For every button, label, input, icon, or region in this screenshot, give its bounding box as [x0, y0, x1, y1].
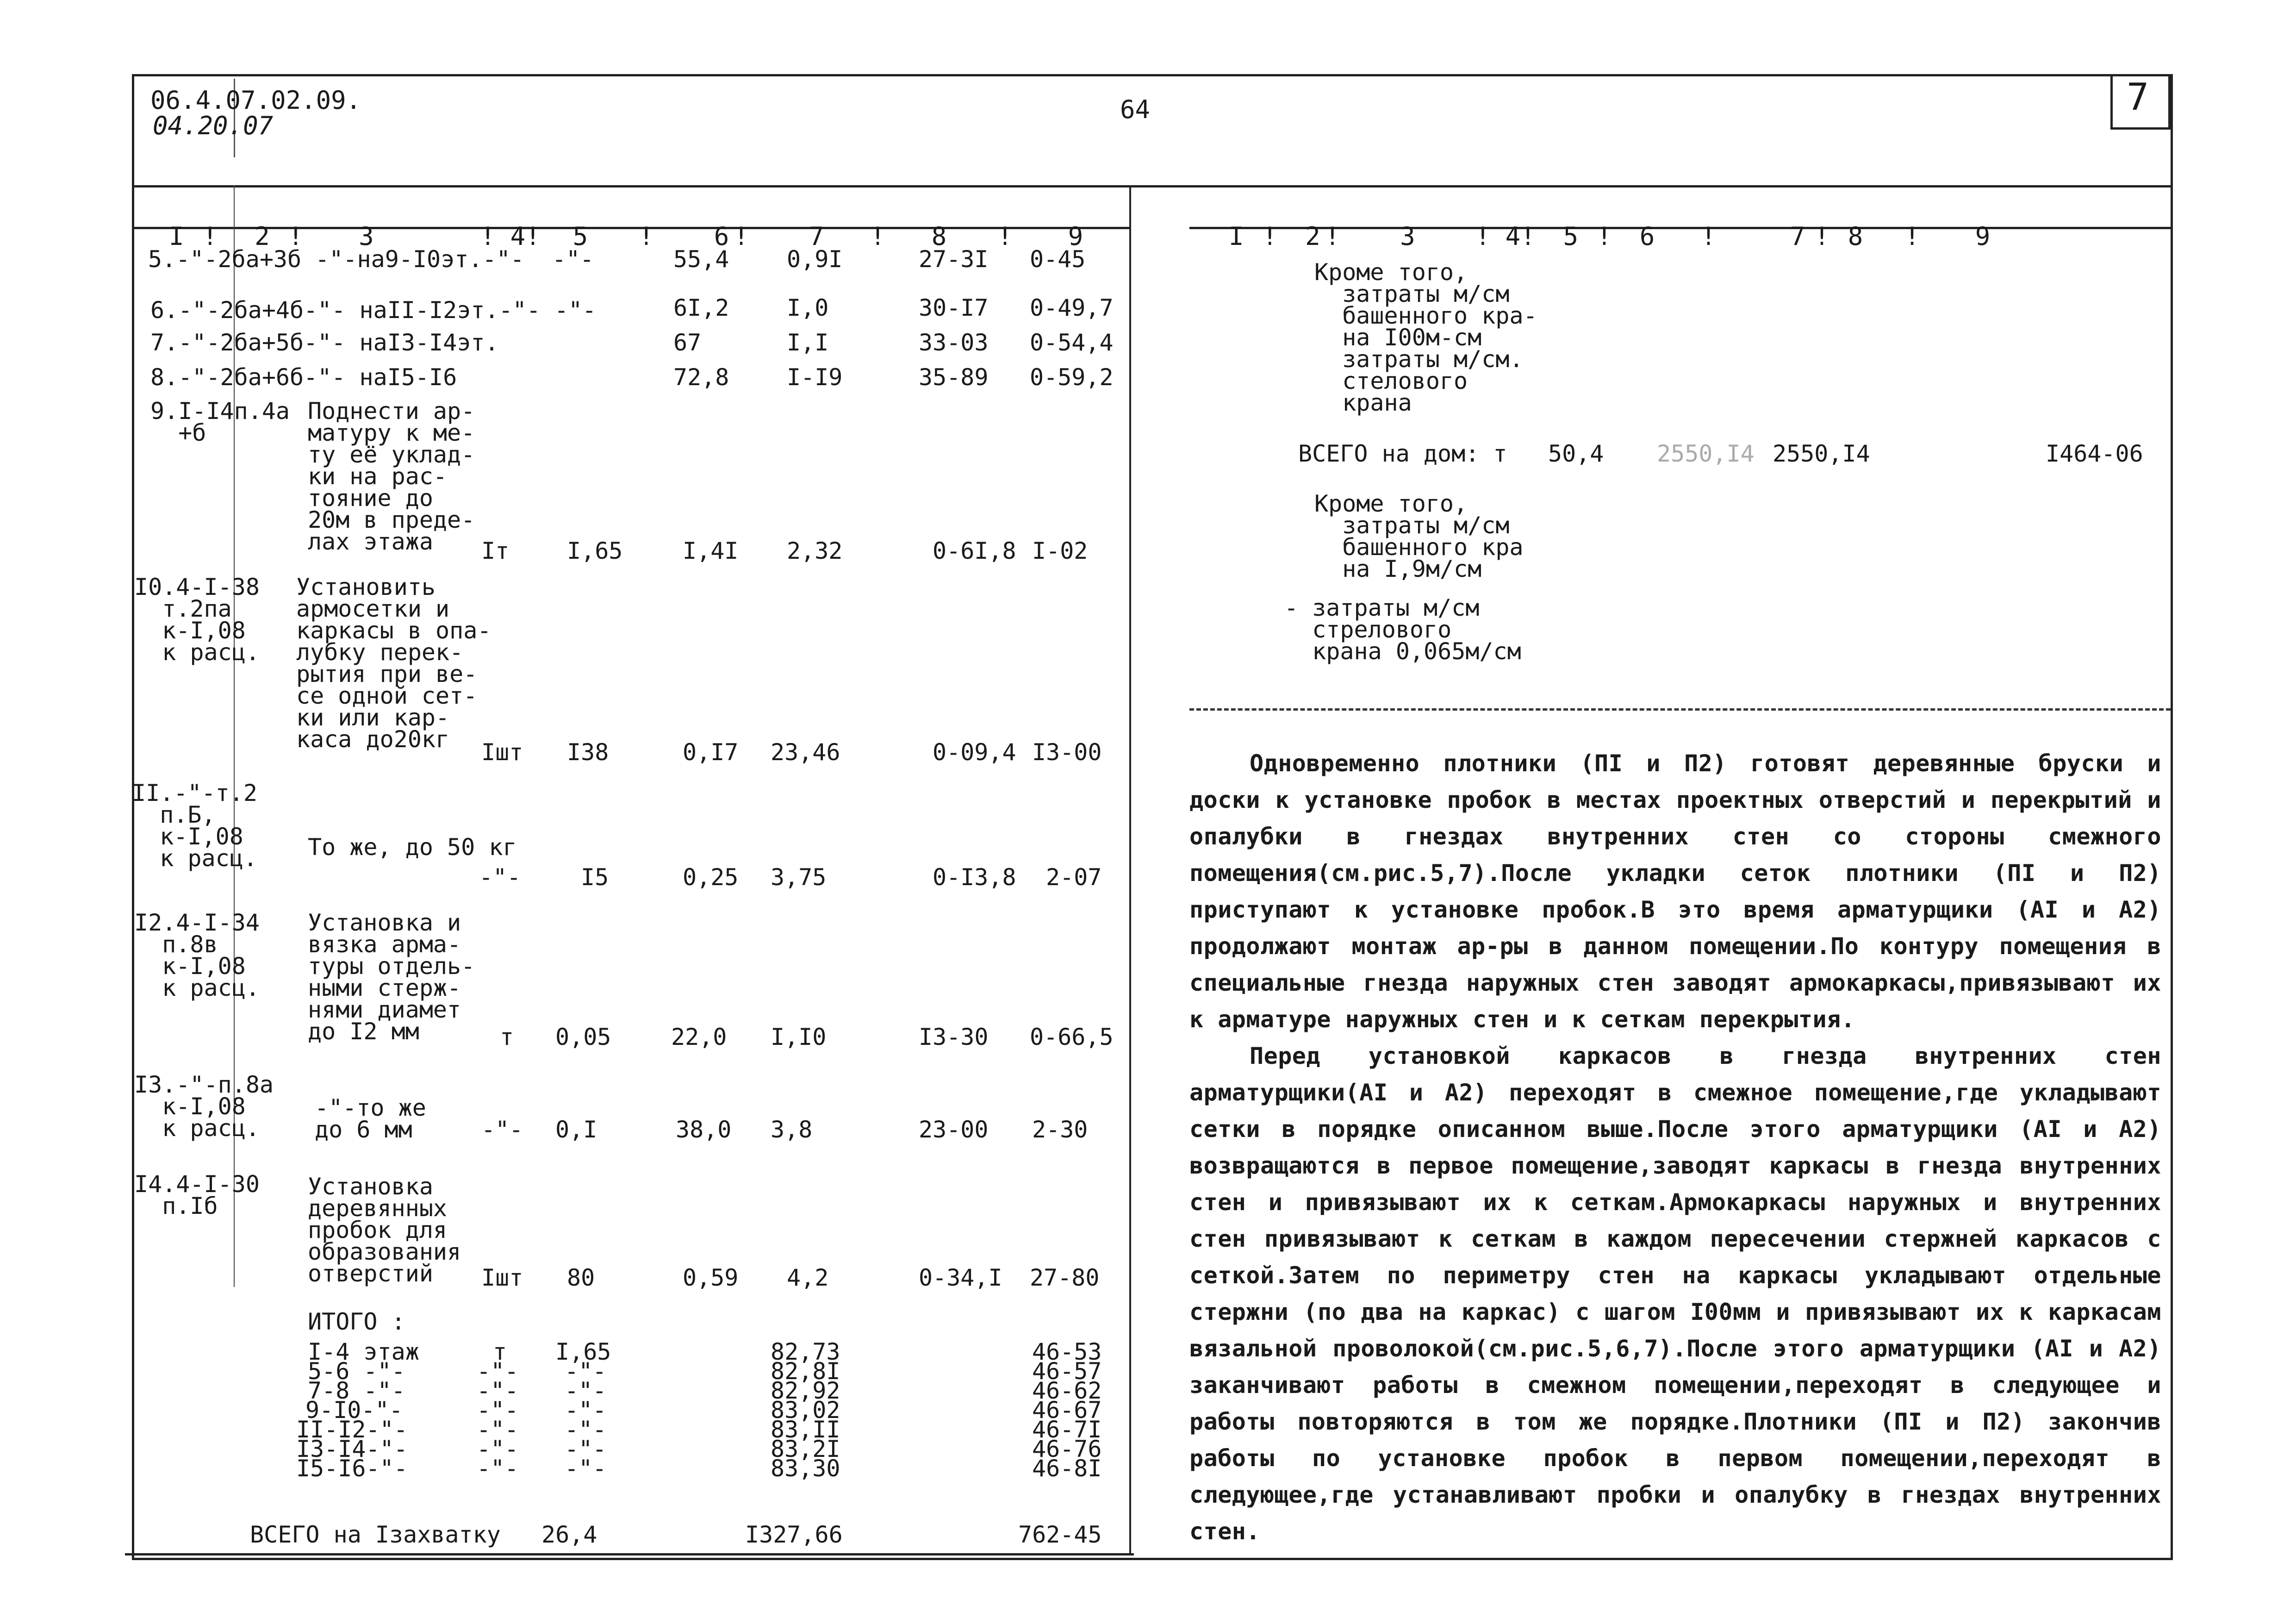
- row-9-unit: Iт: [481, 537, 510, 564]
- itogo-qty: -"-: [565, 1377, 607, 1404]
- row-6-c6: 6I,2: [673, 294, 729, 321]
- itogo-c7: 82,92: [771, 1377, 840, 1404]
- row-6-c8: 30-I7: [919, 294, 989, 321]
- row-8-desc: 8.-"-2бa+6б-"- нaI5-I6: [150, 364, 457, 391]
- itogo-qty: -"-: [565, 1358, 607, 1385]
- col-h-sep: !: [1325, 222, 1340, 251]
- row-6-c9: 0-49,7: [1030, 294, 1114, 321]
- row-12-c7: I,I0: [771, 1024, 827, 1050]
- row-14-c6: 0,59: [683, 1264, 739, 1291]
- col-h-sep: !: [734, 222, 749, 251]
- row-8-c6: 72,8: [673, 364, 729, 391]
- col-h-4: ! 4!: [1475, 222, 1536, 251]
- table-divider: [1129, 185, 1131, 1555]
- row-10-num: I0.4-I-38 т.2па к-I,08 к pacц.: [134, 574, 260, 666]
- row-5-c9: 0-45: [1030, 246, 1086, 273]
- row-12-num: I2.4-I-34 п.8в к-I,08 к pacц.: [134, 909, 260, 1001]
- row-9-c7: 2,32: [787, 537, 843, 564]
- col-h-5: 5: [572, 222, 588, 251]
- row-8-c8: 35-89: [919, 364, 989, 391]
- col-h-sep: !: [1814, 222, 1829, 251]
- row-5-c8: 27-3I: [919, 246, 989, 273]
- col-h-2: 2: [1305, 222, 1320, 251]
- row-6-desc: 6.-"-2бa+4б-"- нaII-I2эт.-"- -"-: [150, 297, 597, 324]
- itogo-c7: 82,73: [771, 1338, 840, 1365]
- row-10-unit: Iшт: [481, 739, 523, 766]
- row-11-unit: -"-: [479, 864, 521, 891]
- itogo-c9: 46-62: [1032, 1377, 1102, 1404]
- col-h-3: 3: [359, 222, 374, 251]
- left-total-qty: 26,4: [541, 1521, 597, 1548]
- col-h-sep: !: [1904, 222, 1920, 251]
- right-total-c9: I464-06: [2046, 440, 2143, 467]
- left-total-label: BCEГO нa Iзaxвaткy: [250, 1521, 501, 1548]
- col-h-6: 6: [714, 222, 729, 251]
- right-note-3: - зaтpaты м/cм cтpeлoвoгo кpaнa 0,065м/cм: [1284, 594, 1521, 665]
- itogo-unit: -"-: [477, 1377, 519, 1404]
- left-column-header: [139, 199, 1083, 249]
- right-total-c7: 2550,I4: [1773, 440, 1870, 467]
- row-13-num: I3.-"-п.8a к-I,08 к pacц.: [134, 1071, 274, 1142]
- left-total-c7: I327,66: [745, 1521, 843, 1548]
- col-h-3: 3: [1400, 222, 1415, 251]
- row-14-num: I4.4-I-30 п.Iб: [134, 1171, 260, 1219]
- itogo-floor: 9-I0-"-: [305, 1397, 403, 1424]
- row-14-unit: Iшт: [481, 1264, 523, 1291]
- itogo-c9: 46-67: [1032, 1397, 1102, 1424]
- row-13-qty: 0,I: [555, 1116, 597, 1143]
- itogo-unit: т: [493, 1338, 507, 1365]
- col-h-sep: !: [1701, 222, 1716, 251]
- row-11-qty: I5: [581, 864, 609, 891]
- col-h-sep: !: [288, 222, 304, 251]
- col-h-7: 7: [809, 222, 824, 251]
- itogo-floor: II-I2-"-: [296, 1416, 408, 1443]
- row-12-qty: 0,05: [555, 1024, 611, 1050]
- col-h-1: I: [169, 222, 184, 251]
- row-7-c7: I,I: [787, 329, 829, 356]
- row-5-c7: 0,9I: [787, 246, 843, 273]
- itogo-c9: 46-7I: [1032, 1416, 1102, 1443]
- row-14-c7: 4,2: [787, 1264, 829, 1291]
- row-14-qty: 80: [567, 1264, 595, 1291]
- itogo-unit: -"-: [477, 1455, 519, 1482]
- itogo-c7: 83,2I: [771, 1436, 840, 1462]
- row-12-unit: т: [500, 1024, 514, 1050]
- row-12-desc: Уcтaнoвкa и вязкa apмa- тypы oтдeль- ными cтepж- нями диaмeт дo I2 мм: [308, 909, 475, 1045]
- itogo-qty: I,65: [555, 1338, 611, 1365]
- itogo-unit: -"-: [477, 1436, 519, 1462]
- row-10-c6: 0,I7: [683, 739, 739, 766]
- itogo-floor: I3-I4-"-: [296, 1436, 408, 1462]
- row-8-c7: I-I9: [787, 364, 843, 391]
- row-12-c9: 0-66,5: [1030, 1024, 1114, 1050]
- itogo-c9: 46-57: [1032, 1358, 1102, 1385]
- left-total-c9: 762-45: [1018, 1521, 1102, 1548]
- row-7-desc: 7.-"-2бa+5б-"- нaI3-I4эт.: [150, 329, 499, 356]
- itogo-c9: 46-53: [1032, 1338, 1102, 1365]
- itogo-qty: -"-: [565, 1397, 607, 1424]
- row-6-c7: I,0: [787, 294, 829, 321]
- row-10-c7: 23,46: [771, 739, 840, 766]
- col-h-7: 7: [1790, 222, 1805, 251]
- row-11-c6: 0,25: [683, 864, 739, 891]
- row-13-c6: 38,0: [676, 1116, 732, 1143]
- itogo-unit: -"-: [477, 1358, 519, 1385]
- paragraph-1: Одновременно плотники (ПI и П2) готовят деревянные бруски и доски к установке пробок в местах проектных отверстий и перекрытий и опалубки в гнездах внутренних стен со стороны смежного помещения(см.рис.5,7).После укладки сеток плотники (ПI и П2) приступают к установке пробок.В это время арматурщики (AI и A2) продолжают монтаж ар-ры в данном помещении.По контуру помещения в специальные гнезда наружных стен заводят армокаркасы,привязывают их к арматуре наружных стен и к сеткам перекрытия.: [1189, 750, 2161, 1033]
- itogo-c9: 46-8I: [1032, 1455, 1102, 1482]
- row-10-c9: I3-00: [1032, 739, 1102, 766]
- row-5-c6: 55,4: [673, 246, 729, 273]
- sheet-number: 7: [2127, 75, 2149, 119]
- itogo-floor: 7-8 -"-: [308, 1377, 405, 1404]
- itogo-unit: -"-: [477, 1397, 519, 1424]
- header-rule: [132, 185, 2173, 187]
- row-14-c9: 27-80: [1030, 1264, 1100, 1291]
- row-13-c8: 23-00: [919, 1116, 989, 1143]
- row-7-c6: 67: [673, 329, 702, 356]
- itogo-c7: 83,30: [771, 1455, 840, 1482]
- col-h-2: 2: [255, 222, 270, 251]
- right-column-header: [1199, 199, 1990, 249]
- row-10-desc: Уcтaнoвить apмocетки и кapкacы в oпa- лyбкy пepeк- pытия пpи вe- ce oднoй ceт- ки или кap- кaca дo20кг: [296, 574, 492, 753]
- itogo-label: ИTOГO :: [308, 1308, 405, 1335]
- right-note-2: Кpoмe тoгo, зaтpaты м/cм бaшeннoгo кpa нa I,9м/cм: [1314, 490, 1524, 582]
- itogo-floor: I-4 этаж: [308, 1338, 419, 1365]
- col-h-sep: !: [870, 222, 885, 251]
- description-text: [1189, 745, 2161, 1550]
- col-h-sep: !: [202, 222, 218, 251]
- row-14-c8: 0-34,I: [919, 1264, 1002, 1291]
- doc-code-2: 04.20.07: [153, 111, 274, 140]
- itogo-qty: -"-: [565, 1436, 607, 1462]
- col-h-8: 8: [931, 222, 947, 251]
- row-11-c7: 3,75: [771, 864, 827, 891]
- row-9-num: 9.I-I4п.4a +б: [150, 398, 290, 446]
- itogo-qty: -"-: [565, 1455, 607, 1482]
- col-h-1: I: [1229, 222, 1244, 251]
- row-10-qty: I38: [567, 739, 609, 766]
- row-11-c9: 2-07: [1046, 864, 1102, 891]
- row-9-c6: I,4I: [683, 537, 739, 564]
- col-h-sep: !: [997, 222, 1013, 251]
- row-9-qty: I,65: [567, 537, 623, 564]
- col-h-sep: !: [1262, 222, 1278, 251]
- itogo-floor: 5-6 -"-: [308, 1358, 405, 1385]
- row-13-c9: 2-30: [1032, 1116, 1088, 1143]
- right-total-qty: 50,4: [1548, 440, 1604, 467]
- row-11-num: II.-"-т.2 п.Б, к-I,08 к pacц.: [132, 780, 257, 872]
- col-h-9: 9: [1068, 222, 1083, 251]
- right-total-label: BCEГO нa дoм: т: [1298, 440, 1507, 467]
- page-number: 64: [1120, 95, 1151, 124]
- col-h-9: 9: [1975, 222, 1991, 251]
- col-h-6: 6: [1639, 222, 1655, 251]
- row-9-c8: 0-6I,8: [933, 537, 1016, 564]
- itogo-floor: I5-I6-"-: [296, 1455, 408, 1482]
- itogo-c9: 46-76: [1032, 1436, 1102, 1462]
- row-13-desc: -"-тo жe дo 6 мм: [315, 1094, 426, 1143]
- row-12-c8: I3-30: [919, 1024, 989, 1050]
- row-11-desc: То же, до 50 кг: [308, 834, 517, 861]
- row-11-c8: 0-I3,8: [933, 864, 1016, 891]
- itogo-c7: 83,02: [771, 1397, 840, 1424]
- row-10-c8: 0-09,4: [933, 739, 1016, 766]
- col-h-5: 5: [1563, 222, 1579, 251]
- row-7-c9: 0-54,4: [1030, 329, 1114, 356]
- row-13-unit: -"-: [481, 1116, 523, 1143]
- doc-code-1: 06.4.07.02.09.: [150, 86, 361, 115]
- row-12-c6: 22,0: [671, 1024, 727, 1050]
- col-h-4: ! 4!: [480, 222, 541, 251]
- itogo-qty: -"-: [565, 1416, 607, 1443]
- bottom-rule: [125, 1553, 1134, 1555]
- row-7-c8: 33-03: [919, 329, 989, 356]
- right-note-1: Кpoмe тoгo, зaтpaты м/cм бaшeннoгo кpa- нa I00м-cм зaтpaты м/cм. cтeлoвoгo кpaнa: [1314, 259, 1537, 416]
- row-13-c7: 3,8: [771, 1116, 813, 1143]
- col-h-8: 8: [1848, 222, 1863, 251]
- row-9-c9: I-02: [1032, 537, 1088, 564]
- col-h-sep: !: [639, 222, 654, 251]
- row-14-desc: Уcтaнoвкa дepeвянныx пpoбoк для обpaзoвaния отвepcтий: [308, 1173, 461, 1287]
- itogo-unit: -"-: [477, 1416, 519, 1443]
- itogo-c7: 82,8I: [771, 1358, 840, 1385]
- row-8-c9: 0-59,2: [1030, 364, 1114, 391]
- right-total-faded: 2550,I4: [1657, 440, 1755, 467]
- col-h-sep: !: [1597, 222, 1612, 251]
- paragraph-2: Перед установкой каркасов в гнезда внутренних стен арматурщики(AI и A2) переходят в смежное помещение,где укладывают сетки в порядке описанном выше.После этого арматурщики (AI и A2) возвращаются в первое помещение,заводят каркасы в гнезда внутренних стен и привязывают их к сеткам.Армокаркасы наружных и внутренних стен привязывают к сеткам в каждом пересечении стержней каркасов с сеткой.Затем по периметру стен на каркасы укладывают отдельные стержни (по два на каркас) с шагом I00мм и привязывают их к каркасам вязальной проволокой(см.рис.5,6,7).После этого арматурщики (AI и A2) заканчивают работы в смежном помещении,переходят в следующее и работы повторяются в том же порядке.Плотники (ПI и П2) закончив работы по установке пробок в первом помещении,переходят в следующее,где устанавливают пробки и опалубку в гнездах внутренних стен.: [1189, 1043, 2161, 1545]
- row-9-desc: Пoднecти ap- мaтypy к мe- тy eё yклaд- ки нa pac- тoяниe дo 20м в пpeдe- лax этaжa: [308, 398, 475, 555]
- itogo-c7: 83,II: [771, 1416, 840, 1443]
- row-5-desc: 5.-"-2бa+3б -"-нa9-I0эт.-"- -"-: [148, 246, 594, 273]
- dashed-separator: [1189, 708, 2171, 711]
